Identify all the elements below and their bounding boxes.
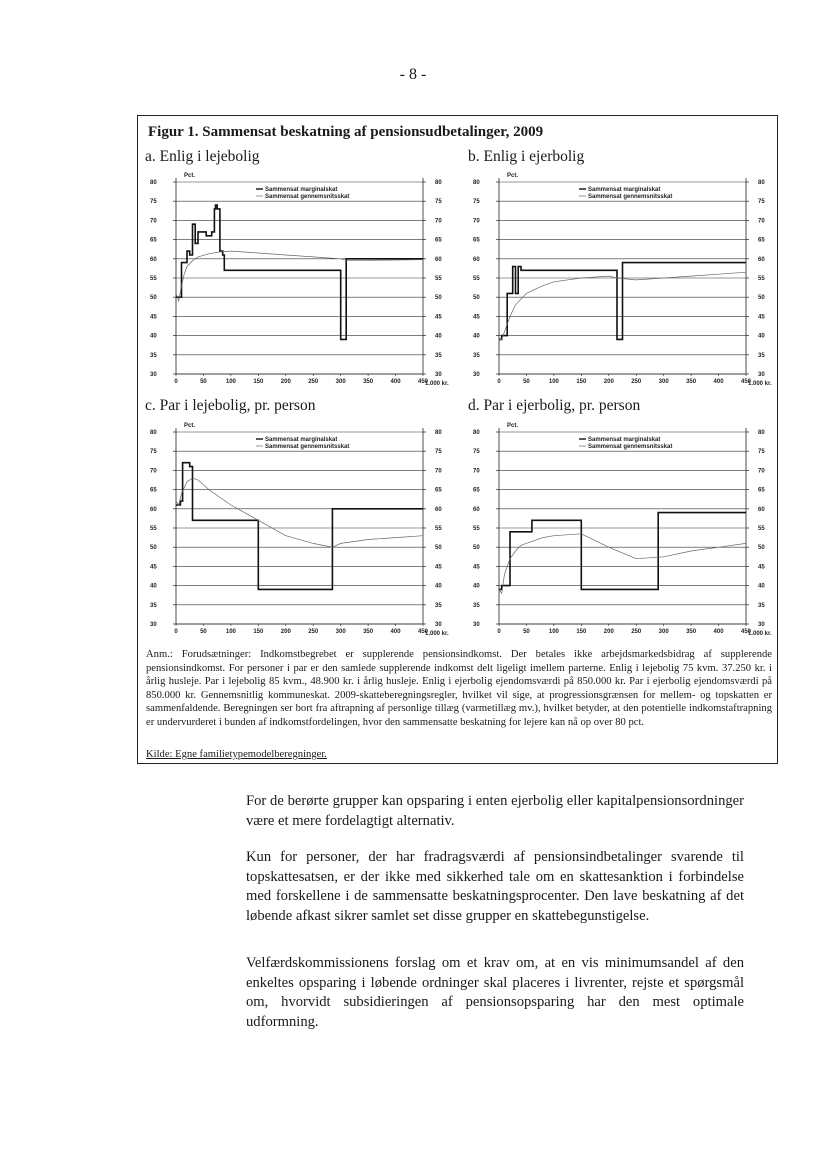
y-tick-label-left: 75 bbox=[150, 199, 157, 206]
y-tick-label-right: 50 bbox=[758, 545, 765, 552]
y-tick-label-left: 50 bbox=[473, 545, 480, 552]
chart-svg bbox=[138, 168, 456, 400]
y-axis-label: Pct. bbox=[507, 173, 519, 179]
y-tick-label-right: 70 bbox=[435, 468, 442, 475]
y-tick-label-left: 40 bbox=[473, 333, 480, 340]
y-tick-label-right: 65 bbox=[435, 487, 442, 494]
legend-label: Sammensat gennemsnitsskat bbox=[265, 444, 350, 450]
y-tick-label-right: 40 bbox=[435, 583, 442, 590]
x-tick-label: 450 bbox=[740, 379, 752, 385]
x-tick-label: 350 bbox=[363, 379, 374, 385]
y-tick-label-right: 75 bbox=[758, 449, 765, 456]
x-tick-label: 100 bbox=[548, 379, 559, 385]
legend-label: Sammensat marginalskat bbox=[265, 437, 338, 443]
y-tick-label-left: 75 bbox=[473, 449, 480, 456]
y-tick-label-left: 45 bbox=[150, 314, 157, 321]
y-tick-label-right: 30 bbox=[435, 372, 442, 378]
y-tick-label-right: 35 bbox=[435, 602, 442, 609]
x-tick-label: 250 bbox=[308, 379, 319, 385]
chart-c bbox=[138, 418, 456, 650]
panel-b-title: b. Enlig i ejerbolig bbox=[468, 148, 585, 165]
y-tick-label-left: 65 bbox=[473, 237, 480, 244]
x-tick-label: 250 bbox=[631, 629, 642, 635]
y-tick-label-left: 30 bbox=[473, 372, 480, 378]
figure-box bbox=[137, 115, 778, 764]
y-axis-label: Pct. bbox=[507, 423, 519, 429]
marginal-tax-line bbox=[499, 263, 746, 340]
legend-label: Sammensat gennemsnitsskat bbox=[265, 194, 350, 200]
legend-label: Sammensat marginalskat bbox=[588, 437, 661, 443]
figure-note bbox=[146, 648, 772, 730]
x-unit-label: 1.000 kr. bbox=[748, 381, 772, 387]
y-tick-label-right: 30 bbox=[435, 622, 442, 628]
x-tick-label: 400 bbox=[390, 379, 401, 385]
x-tick-label: 150 bbox=[253, 629, 264, 635]
x-tick-label: 50 bbox=[200, 379, 207, 385]
y-tick-label-right: 80 bbox=[758, 180, 765, 186]
chart-svg bbox=[461, 168, 779, 400]
y-tick-label-right: 70 bbox=[435, 218, 442, 225]
y-tick-label-left: 40 bbox=[150, 583, 157, 590]
y-tick-label-left: 50 bbox=[150, 295, 157, 302]
y-tick-label-left: 55 bbox=[473, 526, 480, 532]
x-tick-label: 300 bbox=[335, 629, 346, 635]
y-tick-label-right: 65 bbox=[435, 237, 442, 244]
legend-label: Sammensat marginalskat bbox=[588, 187, 661, 193]
y-tick-label-left: 45 bbox=[473, 314, 480, 321]
y-tick-label-right: 50 bbox=[435, 545, 442, 552]
y-axis-label: Pct. bbox=[184, 173, 196, 179]
body-paragraph-2: Kun for personer, der har fradragsværdi af pensionsindbetalinger svarende til topskattesatsen, er der ikke med sikkerhed tale om en skattesanktion i forbindelse med forskellene i de sammensatte beskatningsprocenter. Den lave beskatning af det løbende afkast sikrer samlet set disse grupper en skattebegunstigelse. bbox=[246, 849, 744, 924]
y-tick-label-left: 40 bbox=[150, 333, 157, 340]
y-tick-label-left: 40 bbox=[473, 583, 480, 590]
y-tick-label-left: 70 bbox=[473, 218, 480, 225]
x-tick-label: 250 bbox=[631, 379, 642, 385]
y-axis-label: Pct. bbox=[184, 423, 196, 429]
chart-b bbox=[461, 168, 779, 400]
y-tick-label-left: 75 bbox=[150, 449, 157, 456]
y-tick-label-right: 55 bbox=[435, 276, 442, 282]
x-tick-label: 0 bbox=[497, 379, 501, 385]
panel-a-title: a. Enlig i lejebolig bbox=[145, 148, 260, 165]
x-tick-label: 100 bbox=[548, 629, 559, 635]
panel-d-title: d. Par i ejerbolig, pr. person bbox=[468, 397, 641, 414]
y-tick-label-right: 75 bbox=[435, 449, 442, 456]
y-tick-label-left: 80 bbox=[473, 430, 480, 436]
y-tick-label-right: 55 bbox=[435, 526, 442, 532]
x-tick-label: 0 bbox=[174, 379, 178, 385]
y-tick-label-right: 80 bbox=[435, 430, 442, 436]
legend-label: Sammensat gennemsnitsskat bbox=[588, 194, 673, 200]
y-tick-label-right: 60 bbox=[435, 256, 442, 263]
y-tick-label-left: 70 bbox=[150, 218, 157, 225]
note-anm-label: Anm.: bbox=[146, 649, 173, 660]
y-tick-label-right: 35 bbox=[758, 602, 765, 609]
x-unit-label: 1.000 kr. bbox=[425, 381, 449, 387]
y-tick-label-right: 35 bbox=[435, 352, 442, 359]
panel-c-title: c. Par i lejebolig, pr. person bbox=[145, 397, 316, 414]
figure-title: Figur 1. Sammensat beskatning af pensionsudbetalinger, 2009 bbox=[148, 124, 544, 140]
figure-source: Kilde: Egne familietypemodelberegninger. bbox=[146, 749, 327, 760]
x-tick-label: 100 bbox=[225, 629, 236, 635]
y-tick-label-left: 55 bbox=[150, 276, 157, 282]
legend-label: Sammensat marginalskat bbox=[265, 187, 338, 193]
x-tick-label: 0 bbox=[174, 629, 178, 635]
y-tick-label-left: 70 bbox=[150, 468, 157, 475]
note-text: Indkomstbegrebet er supplerende pensionsindkomst. Der betales ikke arbejdsmarkedsbidrag af supplerende pensionsindkomst. For personer i par er den samlede supplerende indkomst delt ligeligt imellem parterne. Enlig i lejebolig 75 kvm. 37.250 kr. i årlig husleje. Par i lejebolig 85 kvm., 48.900 kr. i årlig husleje. Enlig i ejerbolig ejendomsværdi på 850.000 kr. Par i ejerbolig ejendomsværdi på 850.000 kr. Gennemsnitlig kommuneskat. 2009-skatteberegningsregler, hvilket vil sige, at progressionsgrænsen for mellem- og topskatten er sammenfaldende. Beregningen ser bort fra aftrapning af personlige tillæg (varmetillæg mv.), hvilket betyder, at den potentielle indkomstaftrapning er undervurderet i bunden af indkomstfordelingen, hvor den sammensatte beskatning for lejere kan nå op over 80 pct. bbox=[146, 649, 772, 728]
y-tick-label-left: 30 bbox=[150, 372, 157, 378]
x-tick-label: 200 bbox=[603, 629, 614, 635]
y-tick-label-left: 65 bbox=[150, 487, 157, 494]
y-tick-label-right: 75 bbox=[435, 199, 442, 206]
y-tick-label-right: 55 bbox=[758, 526, 765, 532]
marginal-tax-line bbox=[499, 513, 746, 590]
y-tick-label-right: 45 bbox=[758, 314, 765, 321]
y-tick-label-left: 45 bbox=[473, 564, 480, 571]
x-tick-label: 50 bbox=[523, 379, 530, 385]
y-tick-label-right: 70 bbox=[758, 218, 765, 225]
x-tick-label: 200 bbox=[280, 629, 291, 635]
y-tick-label-left: 80 bbox=[150, 180, 157, 186]
x-tick-label: 150 bbox=[576, 629, 587, 635]
y-tick-label-left: 30 bbox=[150, 622, 157, 628]
x-tick-label: 150 bbox=[253, 379, 264, 385]
y-tick-label-left: 60 bbox=[473, 256, 480, 263]
y-tick-label-left: 50 bbox=[473, 295, 480, 302]
chart-svg bbox=[461, 418, 779, 650]
x-tick-label: 100 bbox=[225, 379, 236, 385]
y-tick-label-left: 55 bbox=[473, 276, 480, 282]
body-paragraph-3: Velfærdskommissionens forslag om et krav om, at en vis minimumsandel af den enkeltes opsparing i løbende ordninger skal placeres i livrenter, rejste et spørgsmål om, hvorvidt subsidieringen af pensionsopsparing har den mest optimale udformning. bbox=[246, 955, 744, 1030]
y-tick-label-right: 75 bbox=[758, 199, 765, 206]
x-tick-label: 200 bbox=[603, 379, 614, 385]
x-tick-label: 200 bbox=[280, 379, 291, 385]
y-tick-label-right: 70 bbox=[758, 468, 765, 475]
y-tick-label-left: 60 bbox=[150, 256, 157, 263]
y-tick-label-left: 35 bbox=[473, 352, 480, 359]
y-tick-label-right: 80 bbox=[758, 430, 765, 436]
y-tick-label-left: 35 bbox=[150, 352, 157, 359]
y-tick-label-right: 40 bbox=[758, 583, 765, 590]
y-tick-label-right: 55 bbox=[758, 276, 765, 282]
chart-svg bbox=[138, 418, 456, 650]
x-tick-label: 400 bbox=[713, 629, 724, 635]
x-tick-label: 0 bbox=[497, 629, 501, 635]
y-tick-label-right: 50 bbox=[435, 295, 442, 302]
average-tax-line bbox=[499, 534, 746, 594]
x-tick-label: 450 bbox=[740, 629, 752, 635]
y-tick-label-right: 65 bbox=[758, 487, 765, 494]
y-tick-label-left: 80 bbox=[150, 430, 157, 436]
x-tick-label: 450 bbox=[417, 379, 429, 385]
x-unit-label: 1.000 kr. bbox=[748, 631, 772, 637]
y-tick-label-left: 65 bbox=[150, 237, 157, 244]
y-tick-label-right: 45 bbox=[758, 564, 765, 571]
x-tick-label: 350 bbox=[686, 629, 697, 635]
y-tick-label-right: 60 bbox=[758, 256, 765, 263]
y-tick-label-left: 45 bbox=[150, 564, 157, 571]
legend-label: Sammensat gennemsnitsskat bbox=[588, 444, 673, 450]
marginal-tax-line bbox=[176, 463, 423, 590]
x-tick-label: 400 bbox=[713, 379, 724, 385]
x-tick-label: 250 bbox=[308, 629, 319, 635]
x-tick-label: 350 bbox=[363, 629, 374, 635]
note-assumptions-label: Forudsætninger: bbox=[181, 649, 252, 660]
y-tick-label-left: 35 bbox=[473, 602, 480, 609]
x-tick-label: 450 bbox=[417, 629, 429, 635]
y-tick-label-left: 70 bbox=[473, 468, 480, 475]
x-tick-label: 350 bbox=[686, 379, 697, 385]
y-tick-label-left: 30 bbox=[473, 622, 480, 628]
marginal-tax-line bbox=[176, 205, 423, 339]
y-tick-label-right: 30 bbox=[758, 622, 765, 628]
y-tick-label-left: 50 bbox=[150, 545, 157, 552]
y-tick-label-left: 75 bbox=[473, 199, 480, 206]
y-tick-label-right: 40 bbox=[435, 333, 442, 340]
x-tick-label: 150 bbox=[576, 379, 587, 385]
y-tick-label-left: 60 bbox=[150, 506, 157, 513]
y-tick-label-right: 65 bbox=[758, 237, 765, 244]
x-tick-label: 50 bbox=[523, 629, 530, 635]
y-tick-label-right: 50 bbox=[758, 295, 765, 302]
y-tick-label-right: 30 bbox=[758, 372, 765, 378]
chart-d bbox=[461, 418, 779, 650]
y-tick-label-left: 60 bbox=[473, 506, 480, 513]
y-tick-label-left: 65 bbox=[473, 487, 480, 494]
average-tax-line bbox=[176, 478, 423, 547]
y-tick-label-left: 35 bbox=[150, 602, 157, 609]
body-paragraph-1: For de berørte grupper kan opsparing i enten ejerbolig eller kapitalpensionsordninger være et mere fordelagtigt alternativ. bbox=[246, 793, 744, 829]
y-tick-label-right: 60 bbox=[758, 506, 765, 513]
chart-a bbox=[138, 168, 456, 400]
y-tick-label-right: 60 bbox=[435, 506, 442, 513]
x-tick-label: 300 bbox=[335, 379, 346, 385]
x-tick-label: 300 bbox=[658, 379, 669, 385]
y-tick-label-right: 35 bbox=[758, 352, 765, 359]
y-tick-label-right: 45 bbox=[435, 314, 442, 321]
x-tick-label: 400 bbox=[390, 629, 401, 635]
y-tick-label-right: 80 bbox=[435, 180, 442, 186]
x-unit-label: 1.000 kr. bbox=[425, 631, 449, 637]
y-tick-label-left: 55 bbox=[150, 526, 157, 532]
page-number: - 8 - bbox=[399, 66, 427, 83]
x-tick-label: 50 bbox=[200, 629, 207, 635]
y-tick-label-right: 40 bbox=[758, 333, 765, 340]
x-tick-label: 300 bbox=[658, 629, 669, 635]
y-tick-label-left: 80 bbox=[473, 180, 480, 186]
y-tick-label-right: 45 bbox=[435, 564, 442, 571]
